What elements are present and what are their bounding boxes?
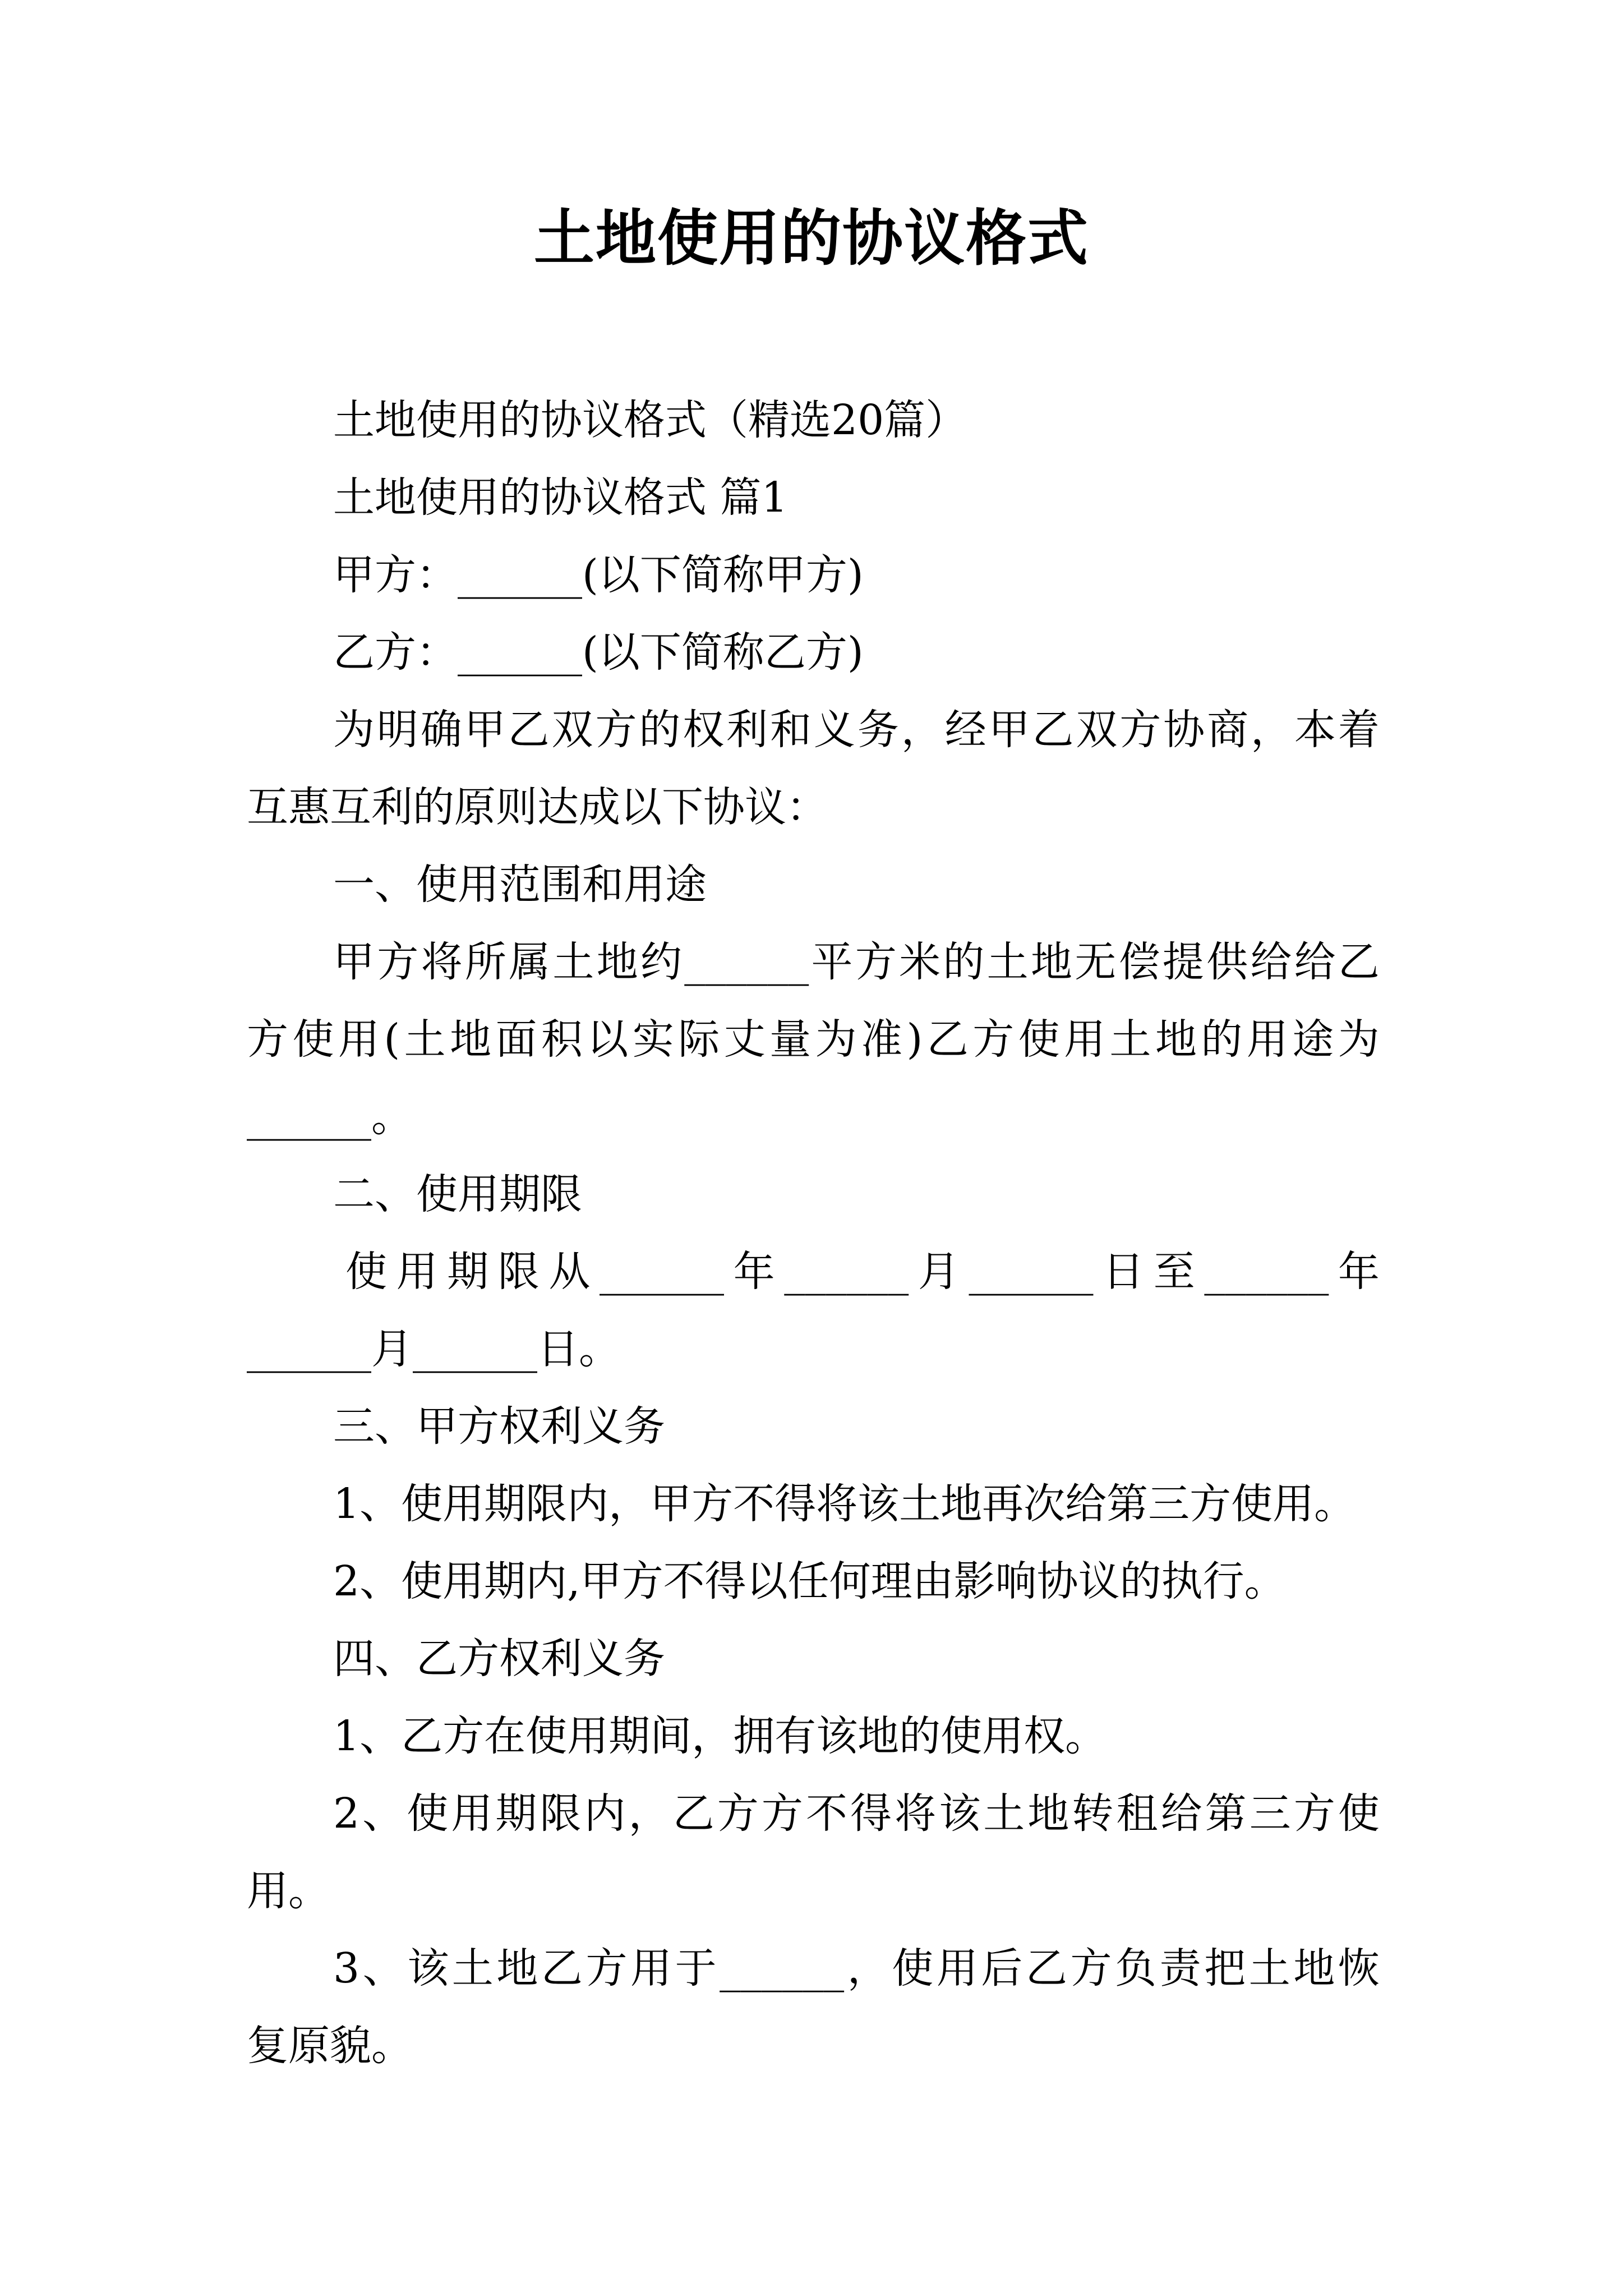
text-line: 为 明 确 甲 乙 双 方 的 权 利 和 义 务 ， 经 甲 乙 双 方 协 商 ， 本 着 (333, 706, 1380, 754)
text-line: 四、乙方权利义务 (333, 1635, 665, 1683)
text-line: 土地使用的协议格式 篇1 (333, 473, 788, 522)
text-line: 甲方：______(以下简称甲方) (333, 551, 864, 599)
document-body (247, 381, 1380, 2085)
text-line: 互惠互利的原则达成以下协议： (247, 783, 828, 831)
text-line: 1、乙方在使用期间，拥有该地的使用权。 (333, 1712, 1107, 1760)
text-line: ______月______日。 (247, 1325, 620, 1373)
text-line: 2 、 使 用 期 限 内 ， 乙 方 方 不 得 将 该 土 地 转 租 给 第 三 方 使 (333, 1789, 1380, 1838)
text-line: 乙方：______(以下简称乙方) (333, 628, 864, 677)
text-line: 复原貌。 (247, 2022, 413, 2070)
text-line: ______。 (247, 1093, 413, 1141)
text-line: 二、使用期限 (333, 1170, 582, 1218)
text-line: 2、使用期内,甲方不得以任何理由影响协议的执行。 (333, 1557, 1286, 1605)
document-title: 土地使用的协议格式 (533, 203, 1089, 274)
text-line: 使 用 期 限 从 ______ 年 ______ 月 ______ 日 至 ______ 年 (345, 1248, 1380, 1296)
text-line: 用。 (247, 1867, 330, 1915)
text-line: 甲 方 将 所 属 土 地 约 ______ 平 方 米 的 土 地 无 偿 提 供 给 给 乙 (333, 938, 1380, 986)
text-line: 三、甲方权利义务 (333, 1402, 665, 1451)
text-line: 土地使用的协议格式（精选20篇） (333, 396, 967, 444)
text-line: 1、使用期限内，甲方不得将该土地再次给第三方使用。 (333, 1480, 1356, 1528)
text-line: 3 、 该 土 地 乙 方 用 于 ______ ， 使 用 后 乙 方 负 责 把 土 地 恢 (333, 1944, 1380, 1993)
text-line: 方 使 用 ( 土 地 面 积 以 实 际 丈 量 为 准 ) 乙 方 使 用 土 地 的 用 途 为 (247, 1015, 1380, 1064)
text-line: 一、使用范围和用途 (333, 861, 707, 909)
